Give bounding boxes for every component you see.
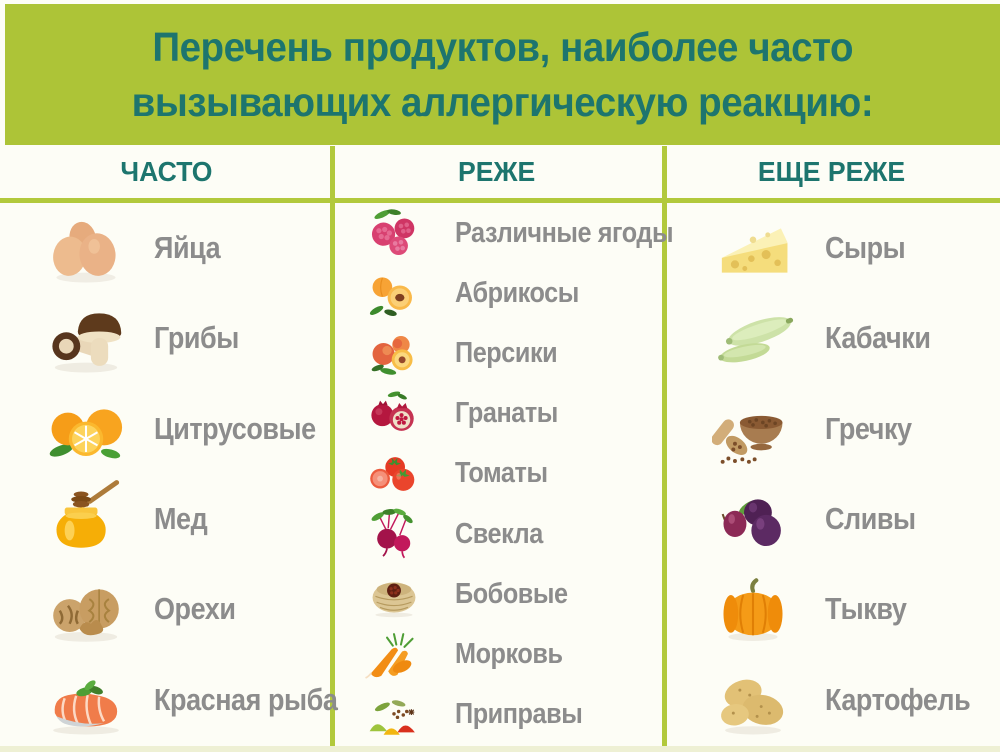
item-label: Яйца [154,230,221,266]
item-label: Тыкву [825,591,907,627]
column-header-even-less-often-label: ЕЩЕ РЕЖЕ [757,155,905,187]
row-spices [335,685,662,745]
row-pomegranate [335,384,662,444]
item-label: Свекла [455,517,543,550]
column-often [0,203,338,745]
row-pumpkin [667,564,1000,654]
salmon-icon [30,659,142,741]
beet-icon [347,505,441,563]
carrot-icon [347,626,441,684]
item-label: Сыры [825,230,906,266]
spices-icon [347,686,441,744]
item-label: Красная рыба [154,681,338,717]
row-peach [335,323,662,383]
row-citrus [0,384,330,474]
plums-icon [695,478,811,560]
row-berries [335,203,674,263]
item-label: Орехи [154,591,236,627]
item-label: Приправы [455,698,583,731]
item-label: Сливы [825,501,916,537]
row-eggs [0,203,330,293]
apricot-icon [347,264,441,322]
potato-icon [695,659,811,741]
row-honey [0,474,330,564]
row-tomato [335,444,662,504]
item-label: Картофель [825,681,971,717]
nuts-icon [30,568,142,650]
row-apricot [335,263,662,323]
row-nuts [0,564,330,654]
column-header-less-often-label: РЕЖЕ [458,155,536,187]
legumes-icon [347,565,441,623]
berries-icon [347,204,441,262]
column-header-often-label: ЧАСТО [119,155,213,187]
item-label: Морковь [455,638,563,671]
bottom-strip [0,746,1000,752]
row-potato [667,655,1000,745]
column-even-less-often [667,203,1000,745]
pumpkin-icon [695,568,811,650]
buckwheat-icon [695,388,811,470]
cheese-icon [695,207,811,289]
peach-icon [347,325,441,383]
item-label: Абрикосы [455,276,579,309]
item-label: Бобовые [455,577,568,610]
row-mushrooms [0,293,330,383]
row-carrot [335,625,662,685]
item-label: Грибы [154,320,239,356]
row-cheese [667,203,1000,293]
row-plums [667,474,1000,564]
row-beet [335,504,662,564]
column-header-less-often [332,145,662,198]
row-legumes [335,564,662,624]
item-label: Цитрусовые [154,410,316,446]
column-header-even-less-often [662,145,1000,198]
row-zucchini [667,293,1000,383]
honey-icon [30,478,142,560]
row-buckwheat [667,384,1000,474]
item-label: Гречку [825,410,912,446]
page-title-line1: Перечень продуктов, наиболее часто [152,23,853,70]
page-title-line2: вызывающих аллергическую реакцию: [131,78,874,125]
pomegranate-icon [347,385,441,443]
eggs-icon [30,207,142,289]
item-label: Персики [455,337,558,370]
title-banner [5,4,1000,145]
row-salmon [0,655,338,745]
citrus-icon [30,388,142,470]
zucchini-icon [695,297,811,379]
column-headers [0,145,1000,198]
mushrooms-icon [30,297,142,379]
item-label: Различные ягоды [455,216,674,249]
item-label: Мед [154,501,208,537]
item-label: Томаты [455,457,548,490]
item-label: Кабачки [825,320,931,356]
column-less-often [335,203,674,745]
tomato-icon [347,445,441,503]
item-label: Гранаты [455,397,558,430]
column-header-often [0,145,332,198]
